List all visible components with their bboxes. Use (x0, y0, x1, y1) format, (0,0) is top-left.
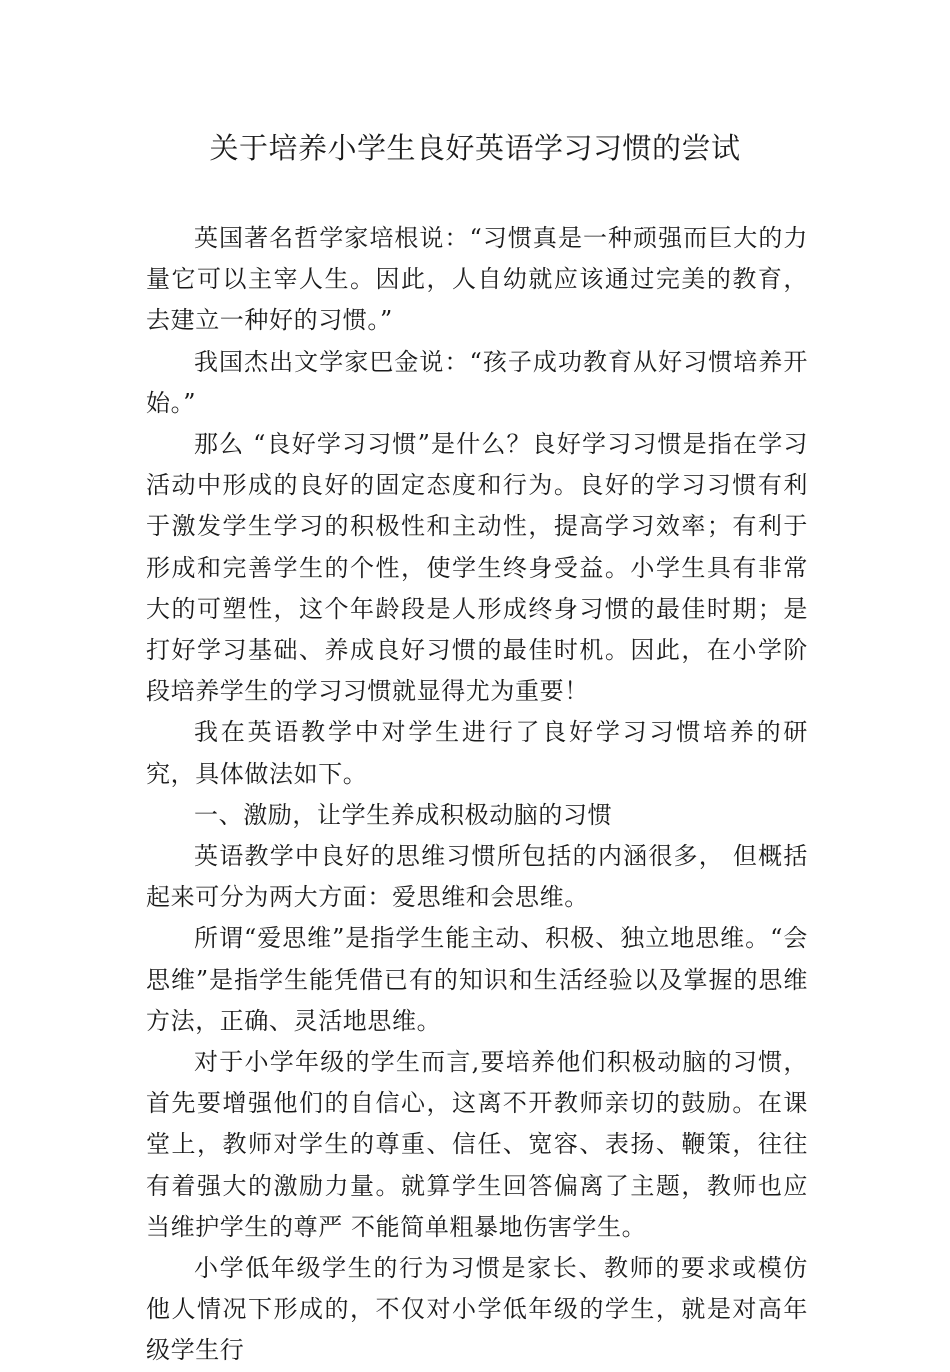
document-title: 关于培养小学生良好英语学习习惯的尝试 (209, 131, 741, 165)
paragraph-thinking-habits: 英语教学中良好的思维习惯所包括的内涵很多， 但概括起来可分为两大方面：爱思维和会思维。 (146, 842, 808, 912)
document-body (146, 218, 808, 1372)
paragraph-bajin-quote: 我国杰出文学家巴金说：“孩子成功教育从好习惯培养开始。” (146, 347, 808, 417)
paragraph-behavior-habits: 小学低年级学生的行为习惯是家长、教师的要求或模仿他人情况下形成的，不仅对小学低年级的学生，就是对高年级学生行 (146, 1254, 808, 1365)
paragraph-thinking-definition: 所谓“爱思维”是指学生能主动、积极、独立地思维。“会思维”是指学生能凭借已有的知识和生活经验以及掌握的思维方法，正确、灵活地思维。 (146, 924, 808, 1035)
paragraph-encouragement: 对于小学年级的学生而言,要培养他们积极动脑的习惯，首先要增强他们的自信心，这离不开教师亲切的鼓励。在课堂上，教师对学生的尊重、信任、宽容、表扬、鞭策，往往有着强大的激励力量。就算学生回答偏离了主题，教师也应当维护学生的尊严 不能简单粗暴地伤害学生。 (146, 1048, 808, 1241)
paragraph-bacon-quote: 英国著名哲学家培根说：“习惯真是一种顽强而巨大的力量它可以主宰人生。因此，人自幼就应该通过完美的教育，去建立一种好的习惯。” (146, 224, 808, 335)
paragraph-definition: 那么 “良好学习习惯”是什么？良好学习习惯是指在学习活动中形成的良好的固定态度和行为。良好的学习习惯有利于激发学生学习的积极性和主动性，提高学习效率；有利于形成和完善学生的个性，使学生终身受益。小学生具有非常大的可塑性，这个年龄段是人形成终身习惯的最佳时期；是打好学习基础、养成良好习惯的最佳时机。因此，在小学阶段培养学生的学习习惯就显得尤为重要！ (146, 430, 808, 706)
paragraph-method-intro: 我在英语教学中对学生进行了良好学习习惯培养的研究，具体做法如下。 (146, 718, 808, 788)
section-heading-1: 一、激励，让学生养成积极动脑的习惯 (194, 800, 613, 829)
